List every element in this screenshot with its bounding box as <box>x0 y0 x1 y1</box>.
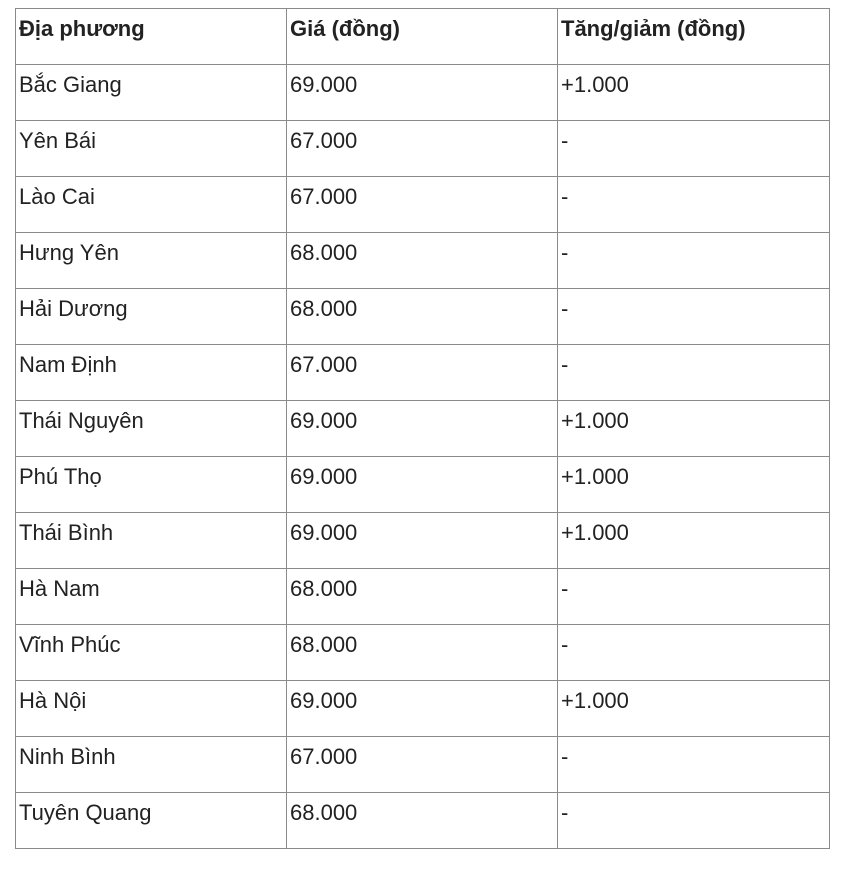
cell-locality: Hà Nội <box>16 681 287 737</box>
cell-locality: Thái Bình <box>16 513 287 569</box>
cell-locality: Phú Thọ <box>16 457 287 513</box>
cell-locality: Hà Nam <box>16 569 287 625</box>
cell-locality: Bắc Giang <box>16 65 287 121</box>
cell-change: +1.000 <box>558 681 830 737</box>
cell-locality: Tuyên Quang <box>16 793 287 849</box>
cell-locality: Hải Dương <box>16 289 287 345</box>
table-row <box>16 289 830 345</box>
cell-change: +1.000 <box>558 65 830 121</box>
table-row <box>16 681 830 737</box>
header-change: Tăng/giảm (đồng) <box>558 9 830 65</box>
cell-price: 68.000 <box>287 793 558 849</box>
table-row <box>16 457 830 513</box>
cell-locality: Yên Bái <box>16 121 287 177</box>
cell-change: - <box>558 625 830 681</box>
table-row <box>16 569 830 625</box>
table-row <box>16 177 830 233</box>
cell-change: - <box>558 569 830 625</box>
cell-price: 69.000 <box>287 513 558 569</box>
cell-change: - <box>558 345 830 401</box>
header-row <box>16 9 830 65</box>
table-header <box>16 9 830 65</box>
cell-change: - <box>558 289 830 345</box>
cell-price: 69.000 <box>287 401 558 457</box>
table-row <box>16 793 830 849</box>
price-table <box>15 8 830 849</box>
cell-locality: Nam Định <box>16 345 287 401</box>
cell-locality: Ninh Bình <box>16 737 287 793</box>
cell-change: - <box>558 737 830 793</box>
cell-price: 68.000 <box>287 233 558 289</box>
cell-change: - <box>558 793 830 849</box>
table-row <box>16 121 830 177</box>
cell-price: 67.000 <box>287 737 558 793</box>
cell-price: 67.000 <box>287 177 558 233</box>
cell-price: 69.000 <box>287 65 558 121</box>
cell-price: 69.000 <box>287 457 558 513</box>
cell-price: 68.000 <box>287 289 558 345</box>
cell-change: - <box>558 177 830 233</box>
cell-locality: Hưng Yên <box>16 233 287 289</box>
header-locality: Địa phương <box>16 9 287 65</box>
table-row <box>16 625 830 681</box>
table-row <box>16 401 830 457</box>
cell-price: 67.000 <box>287 121 558 177</box>
table-row <box>16 65 830 121</box>
cell-locality: Lào Cai <box>16 177 287 233</box>
header-price: Giá (đồng) <box>287 9 558 65</box>
cell-price: 69.000 <box>287 681 558 737</box>
table-row <box>16 345 830 401</box>
cell-change: +1.000 <box>558 457 830 513</box>
table-row <box>16 737 830 793</box>
cell-price: 68.000 <box>287 625 558 681</box>
table-body <box>16 65 830 849</box>
cell-change: - <box>558 121 830 177</box>
cell-change: +1.000 <box>558 401 830 457</box>
cell-price: 68.000 <box>287 569 558 625</box>
cell-change: +1.000 <box>558 513 830 569</box>
cell-price: 67.000 <box>287 345 558 401</box>
cell-locality: Thái Nguyên <box>16 401 287 457</box>
cell-change: - <box>558 233 830 289</box>
cell-locality: Vĩnh Phúc <box>16 625 287 681</box>
table-row <box>16 513 830 569</box>
table-row <box>16 233 830 289</box>
